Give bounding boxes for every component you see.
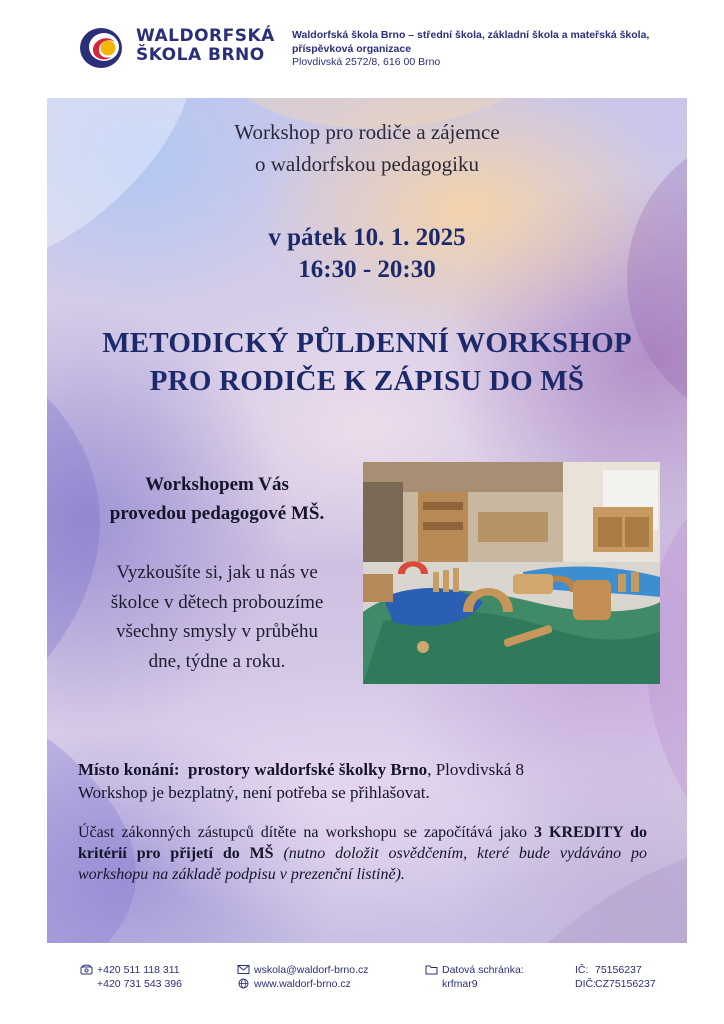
free-note: Workshop je bezplatný, není potřeba se přihlašovat. — [78, 783, 430, 802]
phone-icon — [80, 964, 93, 975]
credit-italic: (nutno doložit osvědčením, které bude vydáváno po workshopu na základě podpisu v prezenční listině). — [78, 845, 648, 883]
intro-line-2: o waldorfskou pedagogiku — [255, 152, 479, 176]
time-line: 16:30 - 20:30 — [298, 256, 436, 283]
lead-line-2: provedou pedagogové MŠ. — [109, 503, 325, 524]
globe-icon — [237, 978, 250, 989]
headline — [47, 324, 687, 400]
date-line: v pátek 10. 1. 2025 — [268, 224, 466, 251]
databox-value: krfmar9 — [442, 978, 478, 990]
credit-info — [78, 822, 647, 885]
logo-wordmark — [136, 27, 275, 65]
headline-line-1: METODICKÝ PŮLDENNÍ WORKSHOP — [102, 327, 632, 359]
logo-line-2: ŠKOLA BRNO — [136, 45, 265, 65]
footer-databox — [425, 963, 524, 991]
phone-1[interactable]: +420 511 118 311 — [97, 964, 180, 976]
ic-value: 75156237 — [595, 964, 642, 976]
web-link[interactable]: www.waldorf-brno.cz — [254, 978, 351, 990]
footer-online — [237, 963, 369, 991]
intro-text — [47, 116, 687, 180]
poster-panel — [47, 98, 687, 943]
venue-label: Místo konání: — [78, 760, 180, 779]
dic-label: DIČ: — [575, 978, 596, 990]
org-name-line-1: Waldorfská škola Brno – střední škola, základní škola a mateřská škola, — [292, 29, 650, 41]
credit-text: Účast zákonných zástupců dítěte na workshopu se započítává jako — [78, 824, 527, 841]
org-name-line-2: příspěvková organizace — [292, 42, 412, 55]
kindergarten-photo — [363, 462, 660, 684]
footer-contacts — [0, 955, 724, 1015]
ic-label: IČ: — [575, 964, 589, 976]
desc-line: školce v dětech probouzíme — [110, 591, 324, 613]
desc-line: Vyzkoušíte si, jak u nás ve — [116, 562, 318, 583]
mail-icon — [237, 964, 250, 975]
venue-address: , Plovdivská 8 — [427, 760, 524, 779]
desc-line: dne, týdne a roku. — [148, 650, 286, 672]
venue-info — [78, 758, 658, 804]
letterhead — [0, 0, 724, 98]
credit-bold: 3 KREDITY do kritérií pro přijetí do MŠ — [78, 824, 648, 862]
footer-phones — [80, 963, 182, 991]
intro-line-1: Workshop pro rodiče a zájemce — [234, 120, 500, 144]
email-link[interactable]: wskola@waldorf-brno.cz — [254, 964, 369, 976]
dic-value: CZ75156237 — [595, 978, 656, 990]
headline-line-2: PRO RODIČE K ZÁPISU DO MŠ — [149, 365, 585, 397]
logo-line-1: WALDORFSKÁ — [136, 26, 275, 46]
databox-label: Datová schránka: — [442, 964, 524, 976]
venue-line — [78, 758, 658, 781]
folder-icon — [425, 964, 438, 975]
org-address: Plovdivská 2572/8, 616 00 Brno — [292, 56, 441, 68]
venue-place: prostory waldorfské školky Brno — [188, 760, 428, 779]
kindergarten-playroom-image — [363, 462, 660, 684]
waldorf-logo-icon — [79, 26, 127, 70]
lead-text — [67, 470, 367, 528]
lead-line-1: Workshopem Vás — [145, 474, 289, 495]
description — [67, 558, 367, 676]
organization-info — [292, 29, 702, 70]
phone-2[interactable]: +420 731 543 396 — [97, 978, 182, 990]
footer-ids — [575, 963, 656, 991]
desc-line: všechny smysly v průběhu — [115, 621, 319, 642]
event-date — [47, 222, 687, 286]
